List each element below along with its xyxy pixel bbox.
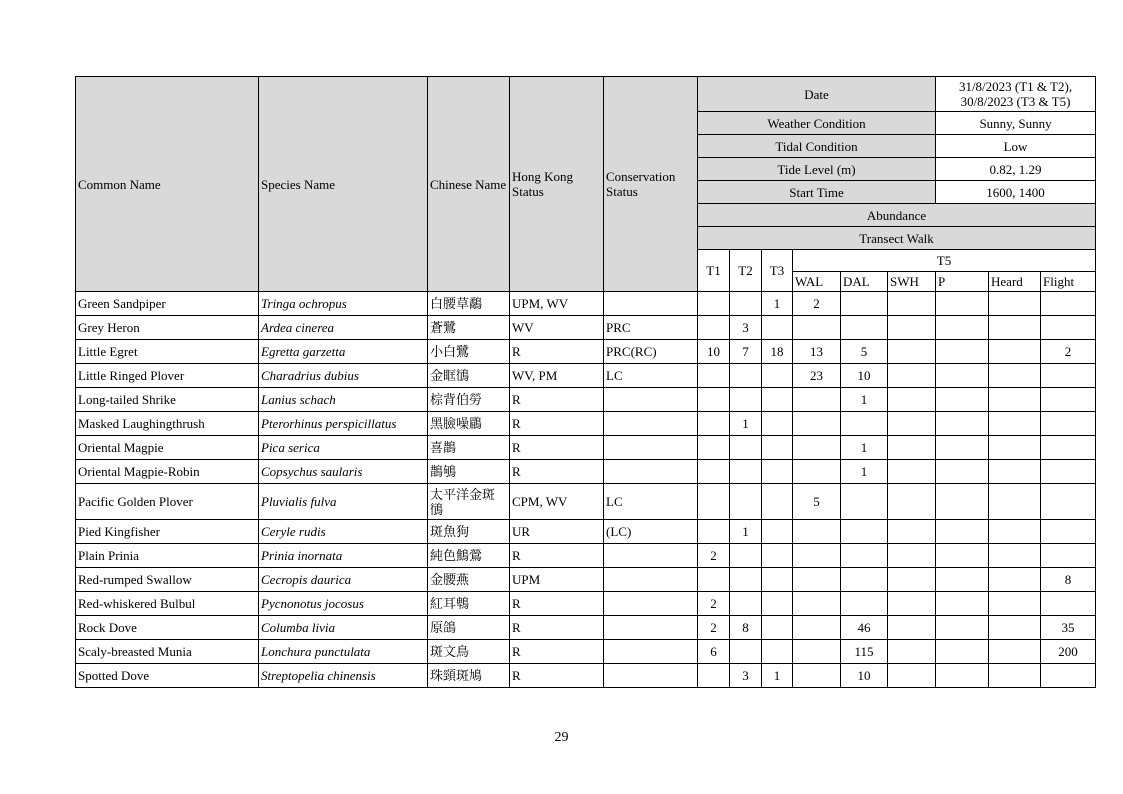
cell-t3 xyxy=(762,364,793,388)
cell-species: Lonchura punctulata xyxy=(259,640,428,664)
wal-header: WAL xyxy=(793,272,841,292)
cell-flight xyxy=(1041,292,1096,316)
cell-cons: PRC(RC) xyxy=(604,340,698,364)
table-row xyxy=(76,412,1096,436)
cell-common: Scaly-breasted Munia xyxy=(76,640,259,664)
species-name-header: Species Name xyxy=(259,77,428,292)
cell-swh xyxy=(888,316,936,340)
cell-dal xyxy=(841,316,888,340)
cell-swh xyxy=(888,568,936,592)
cell-flight: 35 xyxy=(1041,616,1096,640)
cell-dal xyxy=(841,484,888,520)
cell-t3: 18 xyxy=(762,340,793,364)
date-value: 31/8/2023 (T1 & T2), 30/8/2023 (T3 & T5) xyxy=(936,77,1096,112)
dal-header: DAL xyxy=(841,272,888,292)
cell-swh xyxy=(888,640,936,664)
cell-dal: 5 xyxy=(841,340,888,364)
cell-dal: 46 xyxy=(841,616,888,640)
cell-hk: R xyxy=(510,544,604,568)
cell-chinese: 太平洋金斑鴴 xyxy=(428,484,510,520)
cell-chinese: 紅耳鵯 xyxy=(428,592,510,616)
bird-survey-table xyxy=(75,76,1096,688)
tide-level-value: 0.82, 1.29 xyxy=(936,158,1096,181)
weather-label: Weather Condition xyxy=(698,112,936,135)
cell-swh xyxy=(888,592,936,616)
cell-t2 xyxy=(730,436,762,460)
cell-t2: 7 xyxy=(730,340,762,364)
table-row xyxy=(76,364,1096,388)
cell-cons xyxy=(604,568,698,592)
cell-dal xyxy=(841,568,888,592)
cell-common: Pied Kingfisher xyxy=(76,520,259,544)
cell-flight xyxy=(1041,364,1096,388)
cell-heard xyxy=(989,484,1041,520)
start-time-value: 1600, 1400 xyxy=(936,181,1096,204)
cell-hk: R xyxy=(510,664,604,688)
cell-wal xyxy=(793,568,841,592)
cell-dal: 10 xyxy=(841,364,888,388)
cell-swh xyxy=(888,460,936,484)
cell-chinese: 原鴿 xyxy=(428,616,510,640)
cell-p xyxy=(936,388,989,412)
table-row xyxy=(76,616,1096,640)
cell-heard xyxy=(989,388,1041,412)
table-row xyxy=(76,484,1096,520)
cell-heard xyxy=(989,412,1041,436)
cell-t3 xyxy=(762,592,793,616)
cell-t3 xyxy=(762,544,793,568)
cell-common: Plain Prinia xyxy=(76,544,259,568)
cell-p xyxy=(936,412,989,436)
cell-cons xyxy=(604,544,698,568)
cell-wal xyxy=(793,520,841,544)
table-row xyxy=(76,460,1096,484)
t5-header: T5 xyxy=(793,250,1096,272)
cell-common: Green Sandpiper xyxy=(76,292,259,316)
cell-t1: 2 xyxy=(698,592,730,616)
transect-walk-header: Transect Walk xyxy=(698,227,1096,250)
cell-heard xyxy=(989,544,1041,568)
cell-t1 xyxy=(698,664,730,688)
cell-p xyxy=(936,664,989,688)
cell-flight xyxy=(1041,460,1096,484)
cell-heard xyxy=(989,592,1041,616)
cell-flight xyxy=(1041,592,1096,616)
cell-hk: R xyxy=(510,388,604,412)
tidal-value: Low xyxy=(936,135,1096,158)
cell-chinese: 斑文鳥 xyxy=(428,640,510,664)
cell-t2 xyxy=(730,388,762,412)
cell-heard xyxy=(989,436,1041,460)
cell-dal xyxy=(841,520,888,544)
cell-swh xyxy=(888,544,936,568)
p-header: P xyxy=(936,272,989,292)
cell-species: Columba livia xyxy=(259,616,428,640)
cell-t2: 1 xyxy=(730,520,762,544)
cell-p xyxy=(936,640,989,664)
cell-hk: R xyxy=(510,640,604,664)
cell-common: Little Egret xyxy=(76,340,259,364)
weather-value: Sunny, Sunny xyxy=(936,112,1096,135)
cell-wal xyxy=(793,388,841,412)
table-row xyxy=(76,388,1096,412)
cell-t1 xyxy=(698,568,730,592)
cell-cons xyxy=(604,616,698,640)
cell-cons xyxy=(604,292,698,316)
cell-p xyxy=(936,568,989,592)
cell-wal xyxy=(793,616,841,640)
cell-flight: 8 xyxy=(1041,568,1096,592)
cell-t3: 1 xyxy=(762,292,793,316)
cell-p xyxy=(936,340,989,364)
cell-heard xyxy=(989,520,1041,544)
cell-chinese: 棕背伯勞 xyxy=(428,388,510,412)
cell-heard xyxy=(989,364,1041,388)
cell-t3 xyxy=(762,436,793,460)
flight-header: Flight xyxy=(1041,272,1096,292)
cell-hk: UR xyxy=(510,520,604,544)
cell-heard xyxy=(989,460,1041,484)
cell-dal: 115 xyxy=(841,640,888,664)
t1-header: T1 xyxy=(698,250,730,292)
cell-chinese: 鵲鴝 xyxy=(428,460,510,484)
cell-species: Pterorhinus perspicillatus xyxy=(259,412,428,436)
cell-flight xyxy=(1041,412,1096,436)
cell-t2 xyxy=(730,592,762,616)
common-name-header: Common Name xyxy=(76,77,259,292)
cell-flight: 200 xyxy=(1041,640,1096,664)
cell-heard xyxy=(989,568,1041,592)
cell-hk: R xyxy=(510,340,604,364)
cell-flight xyxy=(1041,664,1096,688)
cell-common: Long-tailed Shrike xyxy=(76,388,259,412)
cell-species: Pycnonotus jocosus xyxy=(259,592,428,616)
cell-t3 xyxy=(762,388,793,412)
cell-t3: 1 xyxy=(762,664,793,688)
cell-chinese: 斑魚狗 xyxy=(428,520,510,544)
cell-flight xyxy=(1041,520,1096,544)
cell-t1 xyxy=(698,520,730,544)
table-row xyxy=(76,520,1096,544)
cell-cons xyxy=(604,436,698,460)
cell-common: Oriental Magpie-Robin xyxy=(76,460,259,484)
cell-wal xyxy=(793,460,841,484)
cell-chinese: 喜鵲 xyxy=(428,436,510,460)
swh-header: SWH xyxy=(888,272,936,292)
cell-hk: R xyxy=(510,460,604,484)
cell-dal: 1 xyxy=(841,460,888,484)
cell-p xyxy=(936,292,989,316)
table-row xyxy=(76,316,1096,340)
cell-flight xyxy=(1041,388,1096,412)
cell-wal: 13 xyxy=(793,340,841,364)
cell-cons xyxy=(604,388,698,412)
cell-cons: LC xyxy=(604,364,698,388)
cell-t2 xyxy=(730,544,762,568)
cell-common: Little Ringed Plover xyxy=(76,364,259,388)
cell-t2: 1 xyxy=(730,412,762,436)
cell-species: Ceryle rudis xyxy=(259,520,428,544)
table-row xyxy=(76,640,1096,664)
cell-swh xyxy=(888,520,936,544)
cell-chinese: 黑臉噪鶥 xyxy=(428,412,510,436)
table-body xyxy=(76,292,1096,688)
cell-cons xyxy=(604,640,698,664)
cell-dal: 1 xyxy=(841,436,888,460)
cell-cons xyxy=(604,664,698,688)
cell-t1 xyxy=(698,460,730,484)
cell-t2: 3 xyxy=(730,664,762,688)
cell-wal: 2 xyxy=(793,292,841,316)
cell-wal: 5 xyxy=(793,484,841,520)
cell-heard xyxy=(989,664,1041,688)
table-row xyxy=(76,340,1096,364)
cell-p xyxy=(936,436,989,460)
cell-t1: 2 xyxy=(698,616,730,640)
cell-t1 xyxy=(698,292,730,316)
start-time-label: Start Time xyxy=(698,181,936,204)
cell-species: Charadrius dubius xyxy=(259,364,428,388)
cell-wal xyxy=(793,412,841,436)
conservation-status-header: Conservation Status xyxy=(604,77,698,292)
cell-t3 xyxy=(762,460,793,484)
cell-flight: 2 xyxy=(1041,340,1096,364)
cell-t3 xyxy=(762,640,793,664)
cell-t2 xyxy=(730,568,762,592)
cell-p xyxy=(936,460,989,484)
cell-flight xyxy=(1041,436,1096,460)
cell-chinese: 金眶鴴 xyxy=(428,364,510,388)
cell-t1 xyxy=(698,412,730,436)
cell-swh xyxy=(888,340,936,364)
cell-dal xyxy=(841,412,888,436)
t3-header: T3 xyxy=(762,250,793,292)
cell-species: Streptopelia chinensis xyxy=(259,664,428,688)
cell-species: Lanius schach xyxy=(259,388,428,412)
cell-species: Ardea cinerea xyxy=(259,316,428,340)
cell-species: Tringa ochropus xyxy=(259,292,428,316)
table-row xyxy=(76,568,1096,592)
cell-p xyxy=(936,616,989,640)
cell-chinese: 金腰燕 xyxy=(428,568,510,592)
cell-cons xyxy=(604,412,698,436)
cell-chinese: 蒼鷺 xyxy=(428,316,510,340)
t2-header: T2 xyxy=(730,250,762,292)
cell-cons: PRC xyxy=(604,316,698,340)
cell-hk: R xyxy=(510,436,604,460)
table-row xyxy=(76,664,1096,688)
cell-t1: 6 xyxy=(698,640,730,664)
cell-cons: (LC) xyxy=(604,520,698,544)
cell-species: Pica serica xyxy=(259,436,428,460)
cell-p xyxy=(936,316,989,340)
cell-species: Pluvialis fulva xyxy=(259,484,428,520)
cell-dal: 1 xyxy=(841,388,888,412)
cell-cons xyxy=(604,460,698,484)
cell-hk: R xyxy=(510,412,604,436)
cell-p xyxy=(936,484,989,520)
cell-chinese: 純色鷦鶯 xyxy=(428,544,510,568)
cell-hk: CPM, WV xyxy=(510,484,604,520)
cell-common: Masked Laughingthrush xyxy=(76,412,259,436)
cell-t1 xyxy=(698,436,730,460)
cell-t2: 8 xyxy=(730,616,762,640)
table-row xyxy=(76,544,1096,568)
cell-t3 xyxy=(762,616,793,640)
page-number: 29 xyxy=(554,730,569,745)
cell-t1 xyxy=(698,364,730,388)
cell-wal xyxy=(793,316,841,340)
cell-hk: R xyxy=(510,616,604,640)
cell-dal xyxy=(841,544,888,568)
cell-swh xyxy=(888,388,936,412)
cell-wal xyxy=(793,592,841,616)
cell-p xyxy=(936,544,989,568)
cell-t3 xyxy=(762,412,793,436)
cell-t2 xyxy=(730,640,762,664)
table-row xyxy=(76,592,1096,616)
cell-chinese: 白腰草鷸 xyxy=(428,292,510,316)
cell-p xyxy=(936,592,989,616)
cell-t3 xyxy=(762,316,793,340)
cell-wal xyxy=(793,544,841,568)
cell-wal xyxy=(793,640,841,664)
cell-t3 xyxy=(762,484,793,520)
cell-common: Oriental Magpie xyxy=(76,436,259,460)
cell-heard xyxy=(989,640,1041,664)
cell-heard xyxy=(989,616,1041,640)
cell-flight xyxy=(1041,544,1096,568)
cell-species: Copsychus saularis xyxy=(259,460,428,484)
cell-species: Prinia inornata xyxy=(259,544,428,568)
cell-common: Red-whiskered Bulbul xyxy=(76,592,259,616)
cell-flight xyxy=(1041,484,1096,520)
cell-t1: 2 xyxy=(698,544,730,568)
cell-t2: 3 xyxy=(730,316,762,340)
cell-swh xyxy=(888,436,936,460)
cell-hk: WV xyxy=(510,316,604,340)
date-label: Date xyxy=(698,77,936,112)
table-row xyxy=(76,436,1096,460)
cell-t1 xyxy=(698,388,730,412)
cell-chinese: 珠頸斑鳩 xyxy=(428,664,510,688)
cell-swh xyxy=(888,616,936,640)
cell-p xyxy=(936,364,989,388)
heard-header: Heard xyxy=(989,272,1041,292)
cell-wal xyxy=(793,664,841,688)
cell-cons: LC xyxy=(604,484,698,520)
cell-t1 xyxy=(698,316,730,340)
cell-common: Pacific Golden Plover xyxy=(76,484,259,520)
cell-swh xyxy=(888,364,936,388)
cell-hk: UPM xyxy=(510,568,604,592)
cell-t1 xyxy=(698,484,730,520)
cell-flight xyxy=(1041,316,1096,340)
cell-swh xyxy=(888,412,936,436)
cell-species: Egretta garzetta xyxy=(259,340,428,364)
cell-wal xyxy=(793,436,841,460)
chinese-name-header: Chinese Name xyxy=(428,77,510,292)
cell-t1: 10 xyxy=(698,340,730,364)
cell-t2 xyxy=(730,292,762,316)
cell-t3 xyxy=(762,520,793,544)
cell-t3 xyxy=(762,568,793,592)
tidal-label: Tidal Condition xyxy=(698,135,936,158)
cell-common: Grey Heron xyxy=(76,316,259,340)
cell-common: Red-rumped Swallow xyxy=(76,568,259,592)
cell-hk: R xyxy=(510,592,604,616)
tide-level-label: Tide Level (m) xyxy=(698,158,936,181)
cell-dal xyxy=(841,292,888,316)
cell-cons xyxy=(604,592,698,616)
cell-t2 xyxy=(730,484,762,520)
hk-status-header: Hong Kong Status xyxy=(510,77,604,292)
cell-species: Cecropis daurica xyxy=(259,568,428,592)
cell-t2 xyxy=(730,364,762,388)
table-row xyxy=(76,292,1096,316)
cell-hk: UPM, WV xyxy=(510,292,604,316)
cell-swh xyxy=(888,484,936,520)
cell-common: Rock Dove xyxy=(76,616,259,640)
abundance-header: Abundance xyxy=(698,204,1096,227)
cell-p xyxy=(936,520,989,544)
cell-heard xyxy=(989,292,1041,316)
cell-swh xyxy=(888,664,936,688)
cell-common: Spotted Dove xyxy=(76,664,259,688)
cell-heard xyxy=(989,340,1041,364)
cell-chinese: 小白鷺 xyxy=(428,340,510,364)
cell-wal: 23 xyxy=(793,364,841,388)
cell-dal: 10 xyxy=(841,664,888,688)
cell-heard xyxy=(989,316,1041,340)
cell-dal xyxy=(841,592,888,616)
cell-t2 xyxy=(730,460,762,484)
cell-swh xyxy=(888,292,936,316)
cell-hk: WV, PM xyxy=(510,364,604,388)
